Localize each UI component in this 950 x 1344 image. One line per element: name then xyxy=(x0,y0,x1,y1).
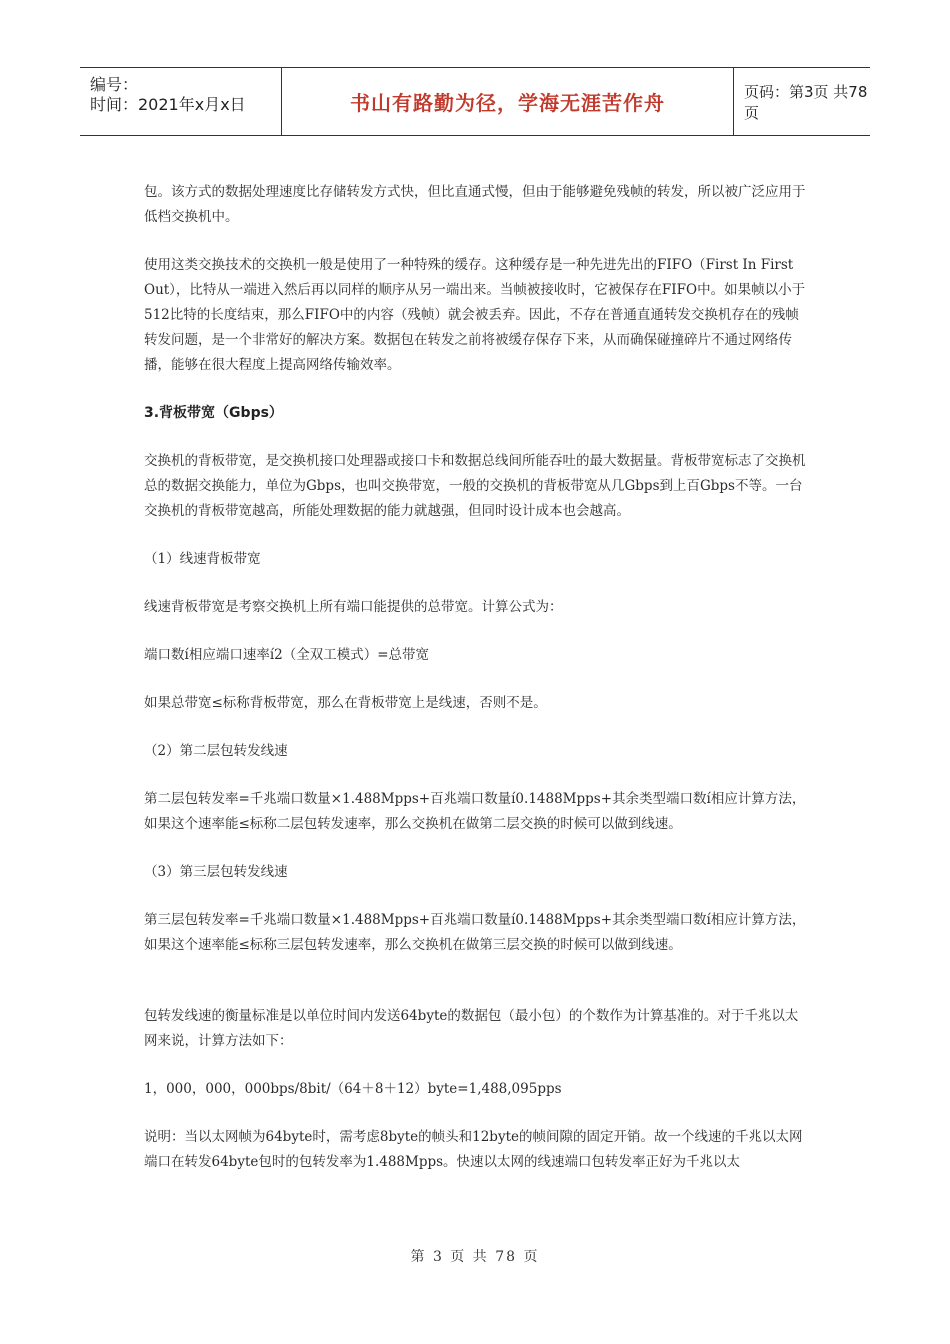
paragraph-backplane-definition: 交换机的背板带宽，是交换机接口处理器或接口卡和数据总线间所能吞吐的最大数据量。背板带宽标志了交换机总的数据交换能力，单位为Gbps，也叫交换带宽，一般的交换机的背板带宽从几Gbps到上百Gbps不等。一台交换机的背板带宽越高，所能处理数据的能力就越强，但同时设计成本也会越高。 xyxy=(144,453,806,519)
document-number-label: 编号： xyxy=(90,75,139,94)
paragraph-store-forward-tail: 包。该方式的数据处理速度比存储转发方式快，但比直通式慢，但由于能够避免残帧的转发，所以被广泛应用于低档交换机中。 xyxy=(144,184,806,225)
formula-gigabit-pps: 1，000，000，000bps/8bit/（64＋8＋12）byte=1,488,095pps xyxy=(144,1081,562,1097)
paragraph-line-rate-description: 线速背板带宽是考察交换机上所有端口能提供的总带宽。计算公式为： xyxy=(144,599,563,615)
formula-total-bandwidth: 端口数í相应端口速率í2（全双工模式）=总带宽 xyxy=(144,647,430,663)
header-page-info: 页码：第3页 共78页 xyxy=(744,82,868,122)
header-meta-cell xyxy=(80,68,282,135)
subheading-layer3-forwarding: （3）第三层包转发线速 xyxy=(144,864,288,880)
paragraph-explanation: 说明：当以太网帧为64byte时，需考虑8byte的帧头和12byte的帧间隙的固定开销。故一个线速的千兆以太网端口在转发64byte包时的包转发率为1.488Mpps。快速以太网的线速端口包转发率正好为千兆以太 xyxy=(144,1129,803,1170)
document-date-label: 时间：2021年x月x日 xyxy=(90,95,246,114)
paragraph-line-rate-condition: 如果总带宽≤标称背板带宽，那么在背板带宽上是线速，否则不是。 xyxy=(144,695,547,711)
paragraph-layer3-formula: 第三层包转发率=千兆端口数量×1.488Mpps+百兆端口数量í0.1488Mpps+其余类型端口数í相应计算方法，如果这个速率能≤标称三层包转发速率，那么交换机在做第三层交换的时候可以做到线速。 xyxy=(144,912,806,953)
subheading-layer2-forwarding: （2）第二层包转发线速 xyxy=(144,743,288,759)
paragraph-layer2-formula: 第二层包转发率=千兆端口数量×1.488Mpps+百兆端口数量í0.1488Mpps+其余类型端口数í相应计算方法，如果这个速率能≤标称二层包转发速率，那么交换机在做第二层交换的时候可以做到线速。 xyxy=(144,791,806,832)
paragraph-forwarding-measure: 包转发线速的衡量标准是以单位时间内发送64byte的数据包（最小包）的个数作为计算基准的。对于千兆以太网来说，计算方法如下： xyxy=(144,1008,799,1049)
section-heading-backplane-bandwidth: 3.背板带宽（Gbps） xyxy=(144,405,283,421)
page-header xyxy=(80,67,870,136)
paragraph-fifo-buffer: 使用这类交换技术的交换机一般是使用了一种特殊的缓存。这种缓存是一种先进先出的FIFO（First In First Out），比特从一端进入然后再以同样的顺序从另一端出来。当帧被接收时，它被保存在FIFO中。如果帧以小于512比特的长度结束，那么FIFO中的内容（残帧）就会被丢弃。因此，不存在普通直通转发交换机存在的残帧转发问题，是一个非常好的解决方案。数据包在转发之前将被缓存保存下来，从而确保碰撞碎片不通过网络传播，能够在很大程度上提高网络传输效率。 xyxy=(144,257,806,373)
blank-line xyxy=(144,981,808,1004)
page-footer: 第 3 页 共 78 页 xyxy=(410,1249,540,1265)
document-body xyxy=(144,180,808,1198)
header-motto: 书山有路勤为径，学海无涯苦作舟 xyxy=(282,68,734,135)
subheading-line-rate-backplane: （1）线速背板带宽 xyxy=(144,551,261,567)
